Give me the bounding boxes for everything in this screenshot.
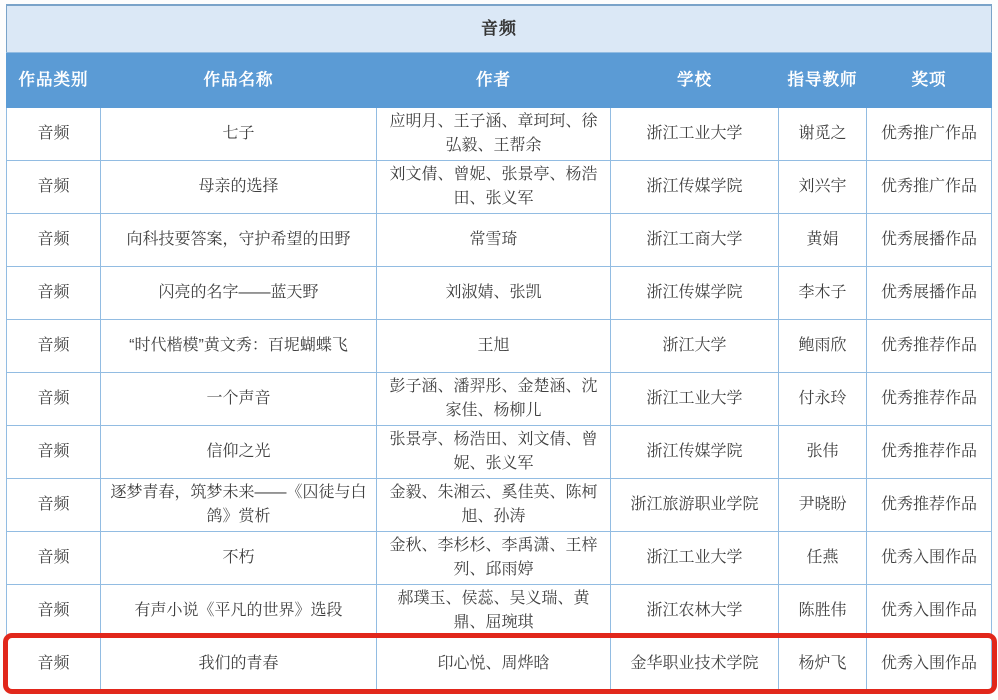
cell-authors: 金秋、李杉杉、李禹潇、王梓列、邱雨婷 — [377, 531, 611, 584]
cell-authors: 刘文倩、曾妮、张景亭、杨浩田、张义军 — [377, 160, 611, 213]
cell-school: 浙江旅游职业学院 — [611, 478, 779, 531]
cell-teacher: 陈胜伟 — [779, 584, 867, 637]
cell-teacher: 任燕 — [779, 531, 867, 584]
table-row — [7, 531, 992, 584]
cell-work-name: 母亲的选择 — [101, 160, 377, 213]
cell-category: 音频 — [7, 637, 101, 690]
cell-award: 优秀展播作品 — [867, 266, 992, 319]
column-header-name: 作品名称 — [101, 52, 377, 107]
cell-work-name: 闪亮的名字——蓝天野 — [101, 266, 377, 319]
cell-teacher: 谢觅之 — [779, 107, 867, 160]
cell-authors: 印心悦、周烨晗 — [377, 637, 611, 690]
cell-award: 优秀推荐作品 — [867, 372, 992, 425]
cell-school: 浙江大学 — [611, 319, 779, 372]
cell-authors: 金毅、朱湘云、奚佳英、陈柯旭、孙涛 — [377, 478, 611, 531]
cell-work-name: 有声小说《平凡的世界》选段 — [101, 584, 377, 637]
cell-school: 浙江农林大学 — [611, 584, 779, 637]
cell-category: 音频 — [7, 372, 101, 425]
cell-category: 音频 — [7, 107, 101, 160]
column-header-category: 作品类别 — [7, 52, 101, 107]
cell-authors: 彭子涵、潘羿彤、金楚涵、沈家佳、杨柳儿 — [377, 372, 611, 425]
cell-authors: 王旭 — [377, 319, 611, 372]
cell-work-name: 我们的青春 — [101, 637, 377, 690]
table-row — [7, 584, 992, 637]
cell-school: 金华职业技术学院 — [611, 637, 779, 690]
cell-school: 浙江工业大学 — [611, 531, 779, 584]
table-row — [7, 425, 992, 478]
cell-work-name: 向科技要答案，守护希望的田野 — [101, 213, 377, 266]
table-row — [7, 637, 992, 690]
table-row — [7, 319, 992, 372]
column-header-award: 奖项 — [867, 52, 992, 107]
cell-school: 浙江工业大学 — [611, 372, 779, 425]
cell-teacher: 李木子 — [779, 266, 867, 319]
cell-teacher: 杨炉飞 — [779, 637, 867, 690]
cell-authors: 郝璞玉、侯蕊、吴义瑞、黄鼎、屈琬琪 — [377, 584, 611, 637]
cell-school: 浙江传媒学院 — [611, 266, 779, 319]
cell-category: 音频 — [7, 478, 101, 531]
cell-authors: 常雪琦 — [377, 213, 611, 266]
cell-work-name: 七子 — [101, 107, 377, 160]
cell-award: 优秀推广作品 — [867, 160, 992, 213]
cell-school: 浙江工业大学 — [611, 107, 779, 160]
cell-award: 优秀展播作品 — [867, 213, 992, 266]
cell-category: 音频 — [7, 584, 101, 637]
cell-teacher: 刘兴宇 — [779, 160, 867, 213]
cell-teacher: 鲍雨欣 — [779, 319, 867, 372]
cell-work-name: 信仰之光 — [101, 425, 377, 478]
cell-category: 音频 — [7, 266, 101, 319]
table-row — [7, 107, 992, 160]
table-title: 音频 — [7, 5, 992, 52]
cell-category: 音频 — [7, 319, 101, 372]
cell-work-name: 逐梦青春，筑梦未来——《囚徒与白鸽》赏析 — [101, 478, 377, 531]
cell-work-name: 一个声音 — [101, 372, 377, 425]
cell-teacher: 黄娟 — [779, 213, 867, 266]
table-row — [7, 372, 992, 425]
cell-authors: 应明月、王子涵、章珂珂、徐弘毅、王帮余 — [377, 107, 611, 160]
table-row — [7, 160, 992, 213]
cell-authors: 刘淑婧、张凯 — [377, 266, 611, 319]
cell-category: 音频 — [7, 160, 101, 213]
table-title-row — [7, 5, 992, 52]
table-row — [7, 478, 992, 531]
cell-school: 浙江传媒学院 — [611, 160, 779, 213]
cell-teacher: 张伟 — [779, 425, 867, 478]
cell-category: 音频 — [7, 213, 101, 266]
cell-award: 优秀入围作品 — [867, 531, 992, 584]
table-body — [7, 107, 992, 690]
column-header-authors: 作者 — [377, 52, 611, 107]
cell-award: 优秀推荐作品 — [867, 478, 992, 531]
column-header-teacher: 指导教师 — [779, 52, 867, 107]
cell-category: 音频 — [7, 531, 101, 584]
cell-school: 浙江传媒学院 — [611, 425, 779, 478]
cell-authors: 张景亭、杨浩田、刘文倩、曾妮、张义军 — [377, 425, 611, 478]
cell-teacher: 尹晓盼 — [779, 478, 867, 531]
cell-school: 浙江工商大学 — [611, 213, 779, 266]
cell-teacher: 付永玲 — [779, 372, 867, 425]
cell-award: 优秀入围作品 — [867, 584, 992, 637]
table-row — [7, 266, 992, 319]
column-header-row — [7, 52, 992, 107]
cell-award: 优秀入围作品 — [867, 637, 992, 690]
cell-category: 音频 — [7, 425, 101, 478]
cell-award: 优秀推荐作品 — [867, 319, 992, 372]
cell-work-name: 不朽 — [101, 531, 377, 584]
cell-work-name: “时代楷模”黄文秀：百坭蝴蝶飞 — [101, 319, 377, 372]
column-header-school: 学校 — [611, 52, 779, 107]
cell-award: 优秀推荐作品 — [867, 425, 992, 478]
table-row — [7, 213, 992, 266]
award-table — [6, 4, 992, 691]
cell-award: 优秀推广作品 — [867, 107, 992, 160]
